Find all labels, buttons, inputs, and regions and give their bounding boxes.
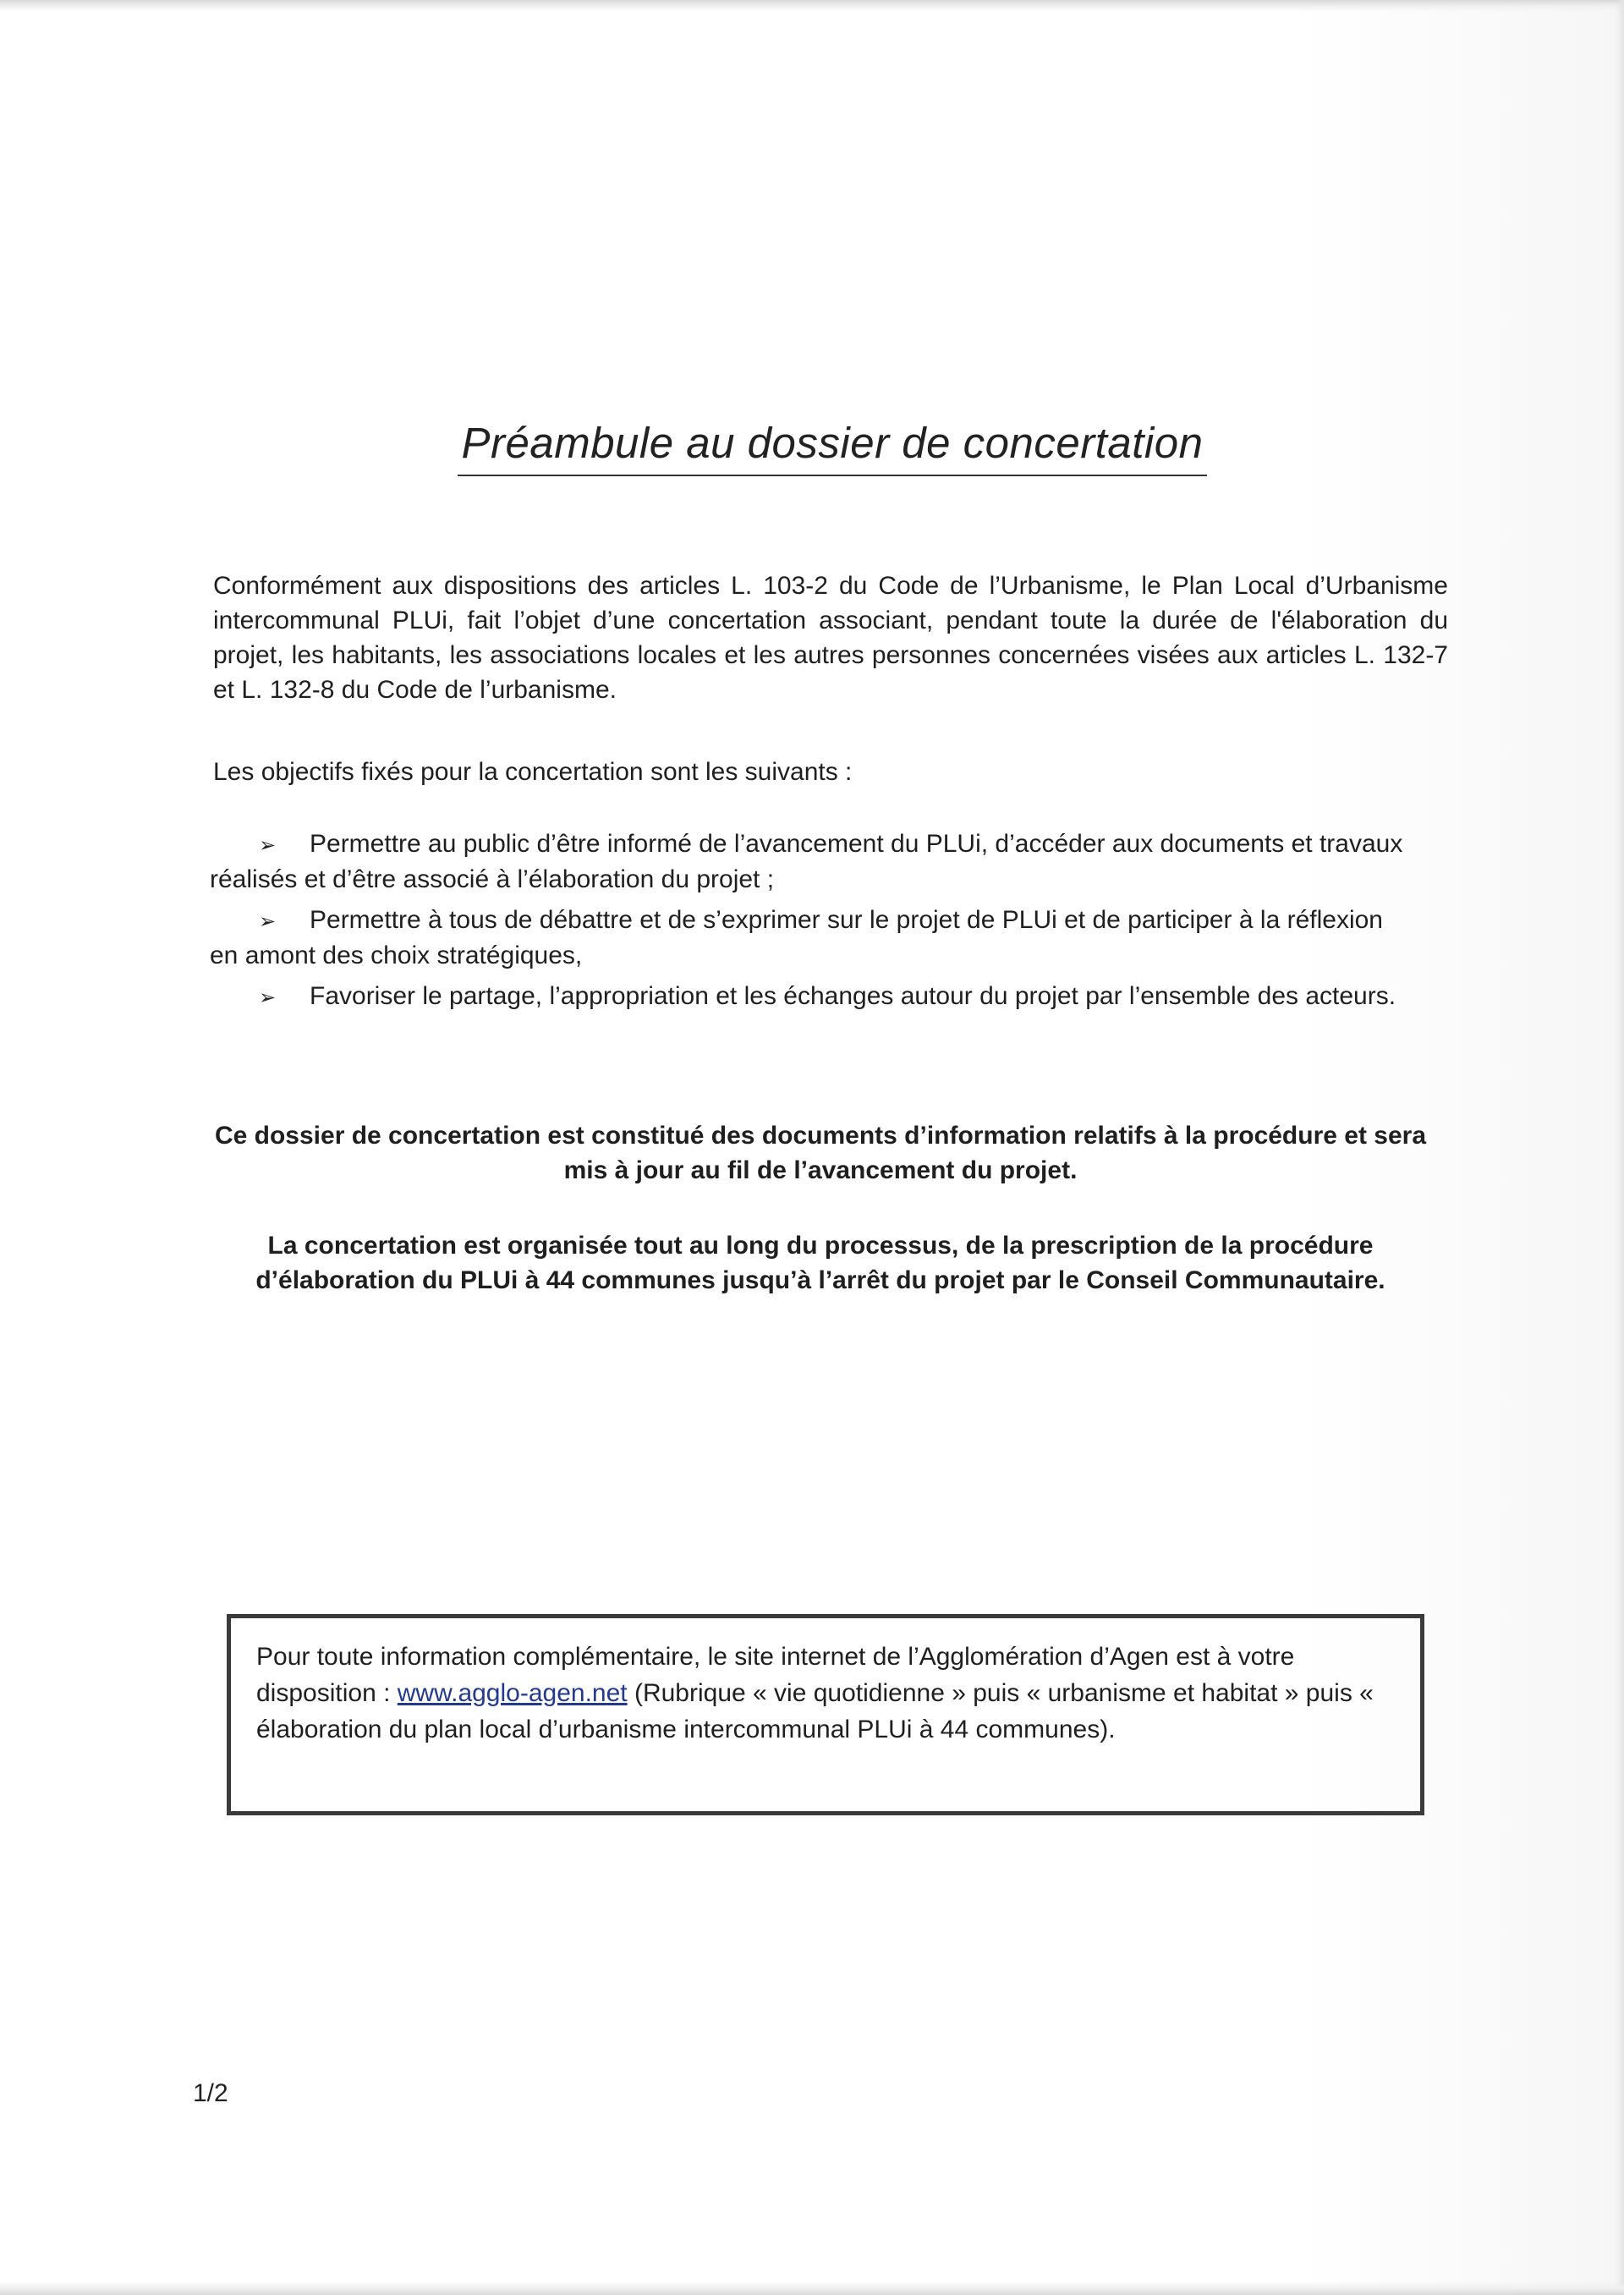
info-box-text-after: (Rubrique « vie quotidienne » puis « urbanisme et habitat » puis « élaboration du plan local d’urbanisme intercommunal PLUi à 44 communes). [256,1679,1374,1743]
objectives-lead: Les objectifs fixés pour la concertation sont les suivants : [213,758,853,786]
arrow-bullet-icon: ➢ [259,910,277,933]
bold-paragraph-concertation: La concertation est organisée tout au long du processus, de la prescription de la procédure d’élaboration du PLUi à 44 communes jusqu’à l’arrêt du projet par le Conseil Communautaire. [255,1232,1385,1294]
document-title-wrapper [0,418,1624,476]
scan-edge-bottom [0,2281,1624,2295]
page-number: 1/2 [193,2079,228,2107]
list-item [210,827,1411,897]
info-box [227,1614,1424,1815]
arrow-bullet-icon: ➢ [259,834,277,857]
objective-text: Permettre à tous de débattre et de s’exprimer sur le projet de PLUi et de participer à la réflexion en amont des choix stratégiques, [210,906,1383,969]
list-item [210,980,1411,1015]
intro-paragraph: Conformément aux dispositions des articles L. 103-2 du Code de l’Urbanisme, le Plan Local d’Urbanisme intercommunal PLUi, fait l’objet d’une concertation associant, pendant toute la durée de l'élaboration du projet, les habitants, les associations locales et les autres personnes concernées visées aux articles L. 132-7 et L. 132-8 du Code de l’urbanisme. [213,572,1448,704]
info-box-text-before: Pour toute information complémentaire, le site internet de l’Agglomération d’Agen est à votre disposition : [256,1643,1295,1707]
bold-paragraph-dossier: Ce dossier de concertation est constitué des documents d’information relatifs à la procédure et sera mis à jour au fil de l’avancement du projet. [214,1122,1427,1184]
objectives-list [210,827,1411,1022]
document-title: Préambule au dossier de concertation [458,418,1206,476]
website-link[interactable]: www.agglo-agen.net [397,1679,628,1707]
scan-edge-right [1616,0,1624,2295]
arrow-bullet-icon: ➢ [259,986,277,1009]
objective-text: Favoriser le partage, l’appropriation et les échanges autour du projet par l’ensemble des acteurs. [310,982,1396,1010]
objective-text: Permettre au public d’être informé de l’avancement du PLUi, d’accéder aux documents et travaux réalisés et d’être associé à l’élaboration du projet ; [210,830,1403,893]
list-item [210,903,1411,973]
scan-edge-top [0,0,1624,12]
